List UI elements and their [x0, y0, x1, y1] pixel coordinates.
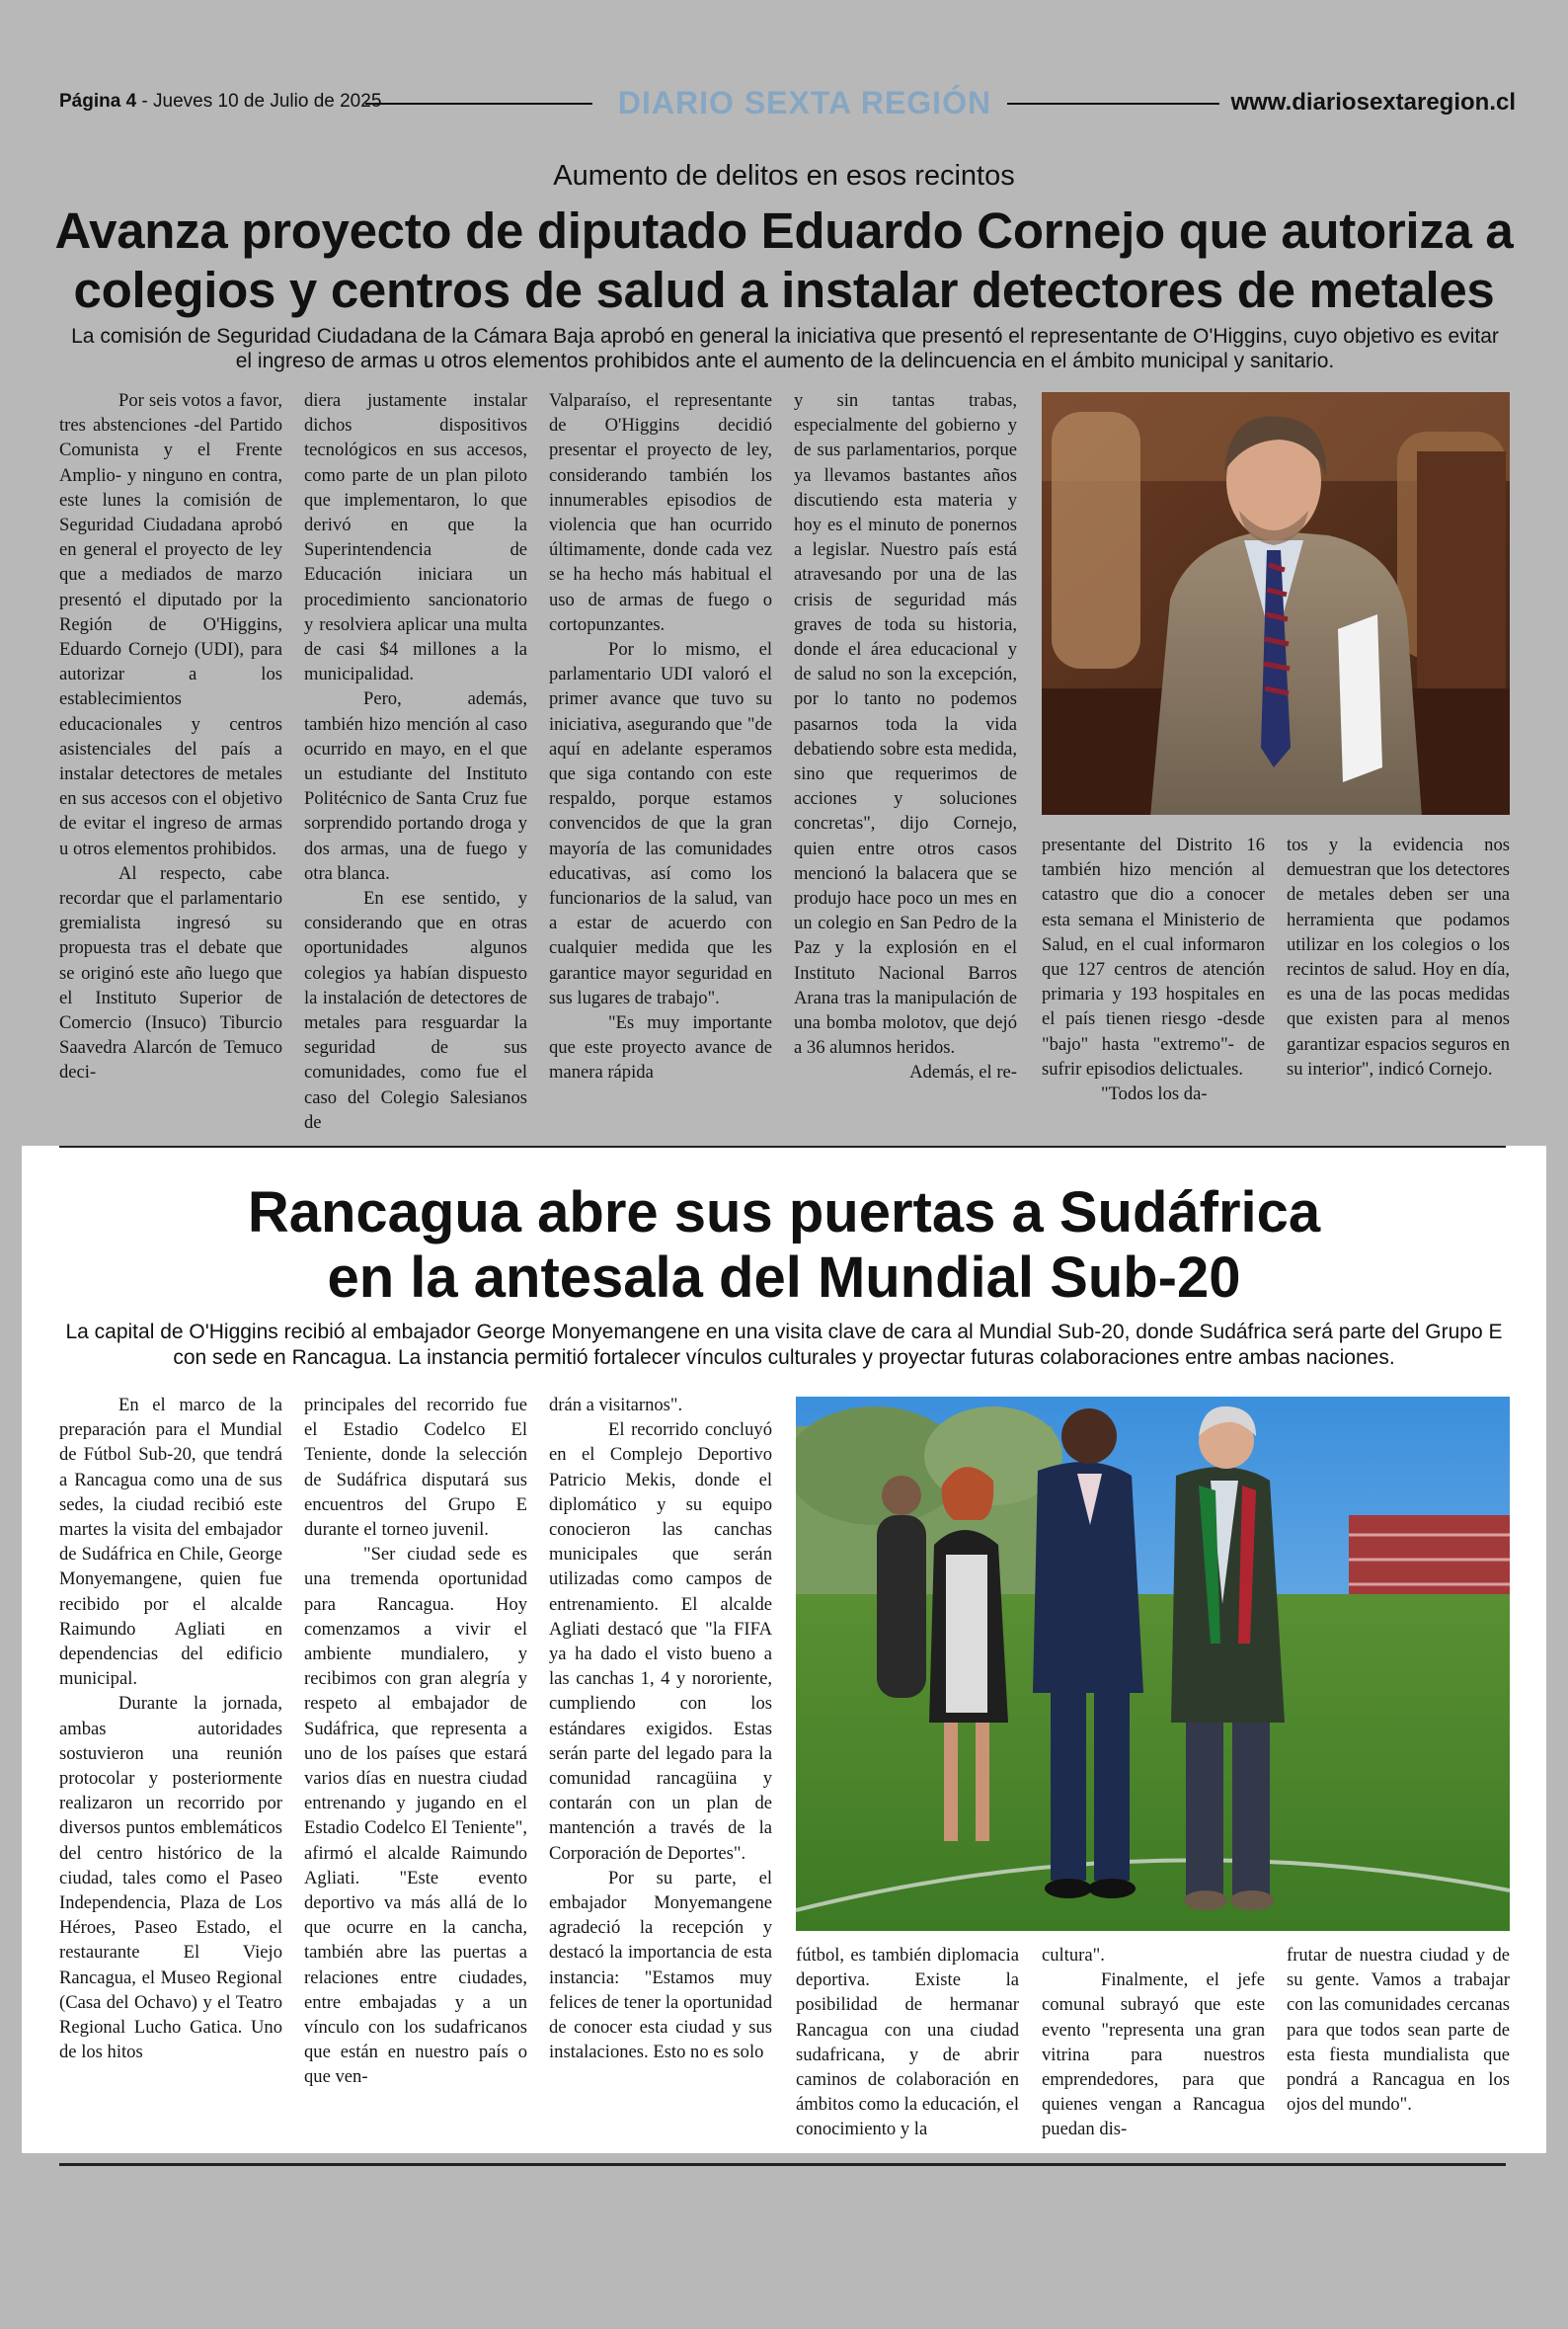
article1-column-4 — [794, 388, 1017, 1085]
article2-column-1 — [59, 1393, 282, 2064]
article1-paragraph: diera justamente instalar dichos dispositivos tecnológicos en sus accesos, como parte de un plan piloto que implementaron, lo que derivó en que la Superintendencia de Educación iniciara un procedimiento sancionatorio y resolviera aplicar una multa de casi $4 millones a la municipalidad. — [304, 390, 527, 685]
page-header — [59, 85, 1516, 124]
header-rule-right — [1007, 103, 1219, 105]
article1-deck-line2: el ingreso de armas u otros elementos prohibidos ante el aumento de la delincuencia en el ámbito municipal y sanitario. — [235, 350, 1335, 372]
page-bottom-rule — [59, 2163, 1506, 2166]
page-number: Página 4 — [59, 91, 137, 112]
article2-paragraph: Durante la jornada, ambas autoridades sostuvieron una reunión protocolar y posteriormente realizaron un recorrido por diversos puntos emblemáticos del centro histórico de la ciudad, tales como el Paseo Independencia, Plaza de Los Héroes, Paseo Estado, el restaurante El Viejo Rancagua, el Museo Regional (Casa del Ochavo) y el Teatro Regional Lucho Gatica. Uno de los hitos — [59, 1693, 282, 2063]
article2-column-4 — [796, 1943, 1019, 2142]
article2-headline — [59, 1180, 1509, 1311]
article2-paragraph: Por su parte, el embajador Monyemangene agradeció la recepción y destacó la importancia de esta instancia: "Estamos muy felices de tener la oportunidad de conocer esta ciudad y sus instalaciones. Esto no es solo — [549, 1867, 772, 2063]
article1-paragraph: Además, el re- — [909, 1062, 1017, 1084]
article2-paragraph: "Ser ciudad sede es una tremenda oportunidad para Rancagua. Hoy comenzamos a vivir el ambiente mundialero, y recibimos con gran alegría y respeto al embajador de Sudáfrica, que representa a uno de los países que estará varios días en nuestra ciudad entrenando y jugando en el Estadio Codelco El Teniente", afirmó el alcalde Raimundo Agliati. "Este evento deportivo va más allá de lo que ocurre en la cancha, también abre las puertas a relaciones entre ciudades, entre embajadas y a un vínculo con los sudafricanos que están en nuestro país o que ven- — [304, 1544, 527, 2088]
article2-column-3 — [549, 1393, 772, 2064]
section-divider — [59, 1146, 1506, 1148]
article2-paragraph: frutar de nuestra ciudad y de su gente. Vamos a trabajar con las comunidades cercanas para que todos sean parte de esta fiesta mundialista que pondrá a Rancagua en los ojos del mundo". — [1287, 1945, 1510, 2116]
article1-paragraph: tos y la evidencia nos demuestran que los detectores de metales deben ser una herramienta que podamos utilizar en los colegios o los recintos de salud. Hoy en día, es una de las pocas medidas que existen para al menos garantizar espacios seguros en su interior", indicó Cornejo. — [1287, 835, 1510, 1080]
article2-deck-line1: La capital de O'Higgins recibió al embajador George Monyemangene en una visita clave de cara al Mundial Sub-20, donde Sudáfrica será parte del Grupo E — [65, 1321, 1503, 1343]
article2-deck-line2: con sede en Rancagua. La instancia permitió fortalecer vínculos culturales y proyectar futuras colaboraciones entre ambas naciones. — [173, 1346, 1395, 1369]
issue-date: - Jueves 10 de Julio de 2025 — [136, 91, 382, 112]
article1-paragraph: "Todos los da- — [1101, 1084, 1208, 1105]
ambassador-visit-photo — [796, 1397, 1510, 1931]
article2-paragraph: El recorrido concluyó en el Complejo Deportivo Patricio Mekis, donde el diplomático y su equipo conocieron las canchas municipales que serán utilizadas como campos de entrenamiento. El alcalde Agliati destacó que "la FIFA ya ha dado el visto bueno a las canchas 1, 4 y nororiente, cumpliendo con los estándares exigidos. Estas serán parte del legado para la comunidad rancagüina y contarán con un plan de mantención a través de la Corporación de Deportes". — [549, 1419, 772, 1864]
article1-column-6 — [1287, 833, 1510, 1082]
article1-deck — [59, 324, 1511, 373]
article2-paragraph: fútbol, es también diplomacia deportiva. Existe la posibilidad de hermanar Rancagua con una ciudad sudafricana, y de abrir caminos de colaboración en ámbitos como la educación, el conocimiento y la — [796, 1945, 1019, 2140]
article2-paragraph: En el marco de la preparación para el Mundial de Fútbol Sub-20, que tendrá a Rancagua como una de sus sedes, la ciudad recibió este martes la visita del embajador de Sudáfrica en Chile, George Monyemangene, quien fue recibido por el alcalde Raimundo Agliati en dependencias del edificio municipal. — [59, 1395, 282, 1690]
article1-headline-line1: Avanza proyecto de diputado Eduardo Cornejo que autoriza a — [54, 202, 1514, 259]
article2-paragraph: principales del recorrido fue el Estadio Codelco El Teniente, donde la selección de Sudáfrica disputará sus encuentros del Grupo E durante el torneo juvenil. — [304, 1395, 527, 1541]
article1-column-1 — [59, 388, 282, 1085]
article1-column-2 — [304, 388, 527, 1135]
article2-headline-line1: Rancagua abre sus puertas a Sudáfrica — [247, 1180, 1321, 1245]
article1-paragraph: Por lo mismo, el parlamentario UDI valoró el primer avance que tuvo su iniciativa, asegurando que "de aquí en adelante esperamos que siga contando con este respaldo, porque estamos convencidos de que la gran mayoría de las comunidades educativas, así como los funcionarios de la salud, van a estar de acuerdo con cualquier medida que les garantice mayor seguridad en sus lugares de trabajo". — [549, 639, 772, 1008]
article1-headline — [30, 201, 1538, 320]
article1-deck-line1: La comisión de Seguridad Ciudadana de la Cámara Baja aprobó en general la iniciativa que presentó el representante de O'Higgins, cuyo objetivo es evitar — [71, 325, 1499, 348]
article2-column-5 — [1042, 1943, 1265, 2142]
article1-paragraph: presentante del Distrito 16 también hizo mención al catastro que dio a conocer esta semana el Ministerio de Salud, en el cual informaron que 127 centros de atención primaria y 193 hospitales en el país tienen riesgo -desde "bajo" hasta "extremo"- de sufrir episodios delictuales. — [1042, 835, 1265, 1080]
article1-column-5 — [1042, 833, 1265, 1106]
article2-headline-line2: en la antesala del Mundial Sub-20 — [327, 1245, 1241, 1310]
article1-paragraph: Al respecto, cabe recordar que el parlamentario gremialista ingresó su propuesta tras el debate que se originó este año luego que el Instituto Superior de Comercio (Insuco) Tiburcio Saavedra Alarcón de Temuco deci- — [59, 862, 282, 1084]
article1-column-3 — [549, 388, 772, 1085]
article1-paragraph: En ese sentido, y considerando que en otras oportunidades algunos colegios ya habían dispuesto la instalación de detectores de metales para resguardar la seguridad de sus comunidades, como fue el caso del Colegio Salesianos de — [304, 888, 527, 1133]
website-link[interactable]: www.diariosextaregion.cl — [1230, 89, 1516, 116]
article1-paragraph: "Es muy importante que este proyecto avance de manera rápida — [549, 1012, 772, 1084]
article2-column-2 — [304, 1393, 527, 2090]
article1-kicker: Aumento de delitos en esos recintos — [553, 160, 1015, 192]
article2-paragraph: drán a visitarnos". — [549, 1395, 683, 1415]
article1-headline-line2: colegios y centros de salud a instalar detectores de metales — [73, 262, 1495, 318]
article1-paragraph: Pero, además, también hizo mención al caso ocurrido en mayo, en el que un estudiante del Instituto Politécnico de Santa Cruz fue sorprendido portando droga y dos armas, una de fuego y otra blanca. — [304, 688, 527, 884]
article1-paragraph: Por seis votos a favor, tres abstenciones -del Partido Comunista y el Frente Amplio- y ninguno en contra, este lunes la comisión de Seguridad Ciudadana aprobó en general el proyecto de ley que a mediados de marzo presentó el diputado por la Región de O'Higgins, Eduardo Cornejo (UDI), para autorizar a los establecimientos educacionales y centros asistenciales del país a instalar detectores de metales en sus accesos con el objetivo de evitar el ingreso de armas u otros elementos prohibidos. — [59, 390, 282, 859]
newspaper-brand: DIARIO SEXTA REGIÓN — [617, 85, 992, 120]
article2-column-6 — [1287, 1943, 1510, 2117]
article2-paragraph: Finalmente, el jefe comunal subrayó que este evento "representa una gran vitrina para nuestros emprendedores, para que quienes vengan a Rancagua puedan dis- — [1042, 1969, 1265, 2140]
deputy-photo-illustration — [1042, 392, 1510, 815]
ambassador-visit-illustration — [796, 1397, 1510, 1931]
article2-paragraph: cultura". — [1042, 1945, 1105, 1966]
page-date-line — [59, 91, 381, 113]
deputy-photo — [1042, 392, 1510, 815]
article2-deck — [59, 1320, 1509, 1371]
article1-paragraph: y sin tantas trabas, especialmente del gobierno y de sus parlamentarios, porque ya llevamos bastantes años discutiendo esta materia y hoy es el minuto de ponernos a legislar. Nuestro país está atravesando por una de las crisis de seguridad más graves de toda su historia, donde el área educacional y de salud no son la excepción, por lo tanto no podemos pasarnos toda la vida debatiendo sobre esta medida, sino que requerimos de acciones y soluciones concretas", dijo Cornejo, quien entre otros casos mencionó la balacera que se produjo hace poco un mes en un colegio en San Pedro de la Paz y la explosión en el Instituto Nacional Barros Arana tras la manipulación de una bomba molotov, que dejó a 36 alumnos heridos. — [794, 390, 1017, 1059]
article1-paragraph: Valparaíso, el representante de O'Higgins decidió presentar el proyecto de ley, considerando también los innumerables episodios de violencia que han ocurrido últimamente, donde cada vez se ha hecho más habitual el uso de armas de fuego o cortopunzantes. — [549, 390, 772, 635]
